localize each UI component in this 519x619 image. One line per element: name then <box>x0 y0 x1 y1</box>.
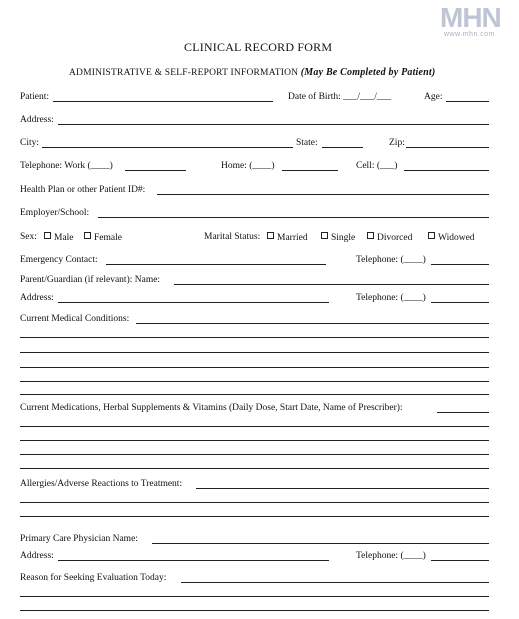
reason-line[interactable] <box>20 610 489 611</box>
logo-wordmark: MHN <box>440 2 501 33</box>
medications-line[interactable] <box>20 440 489 441</box>
pcp-address-label: Address: <box>20 551 54 561</box>
parent-guardian-label: Parent/Guardian (if relevant): Name: <box>20 275 161 285</box>
pcp-telephone-field[interactable] <box>431 560 489 561</box>
logo-url: www.mhn.com <box>444 31 496 38</box>
cell-phone-field[interactable] <box>404 170 489 171</box>
medical-conditions-label: Current Medical Conditions: <box>20 314 130 324</box>
patient-label: Patient: <box>20 92 50 102</box>
pcp-address-field[interactable] <box>58 560 329 561</box>
pcp-telephone-label: Telephone: (____) <box>356 551 426 561</box>
single-label: Single <box>331 233 356 243</box>
state-label: State: <box>296 138 318 148</box>
cell-phone-label: Cell: (___) <box>356 161 398 171</box>
age-field[interactable] <box>446 101 489 102</box>
sex-female-option[interactable] <box>84 232 122 243</box>
emergency-telephone-label: Telephone: (____) <box>356 255 426 265</box>
allergies-label: Allergies/Adverse Reactions to Treatment: <box>20 479 183 489</box>
guardian-address-label: Address: <box>20 293 54 303</box>
checkbox-icon[interactable] <box>267 232 274 239</box>
reason-line[interactable] <box>20 596 489 597</box>
home-phone-field[interactable] <box>282 170 338 171</box>
medications-line[interactable] <box>20 454 489 455</box>
sex-male-option[interactable] <box>44 232 74 243</box>
telephone-work-field[interactable] <box>125 170 186 171</box>
checkbox-icon[interactable] <box>367 232 374 239</box>
guardian-address-field[interactable] <box>58 302 329 303</box>
zip-field[interactable] <box>406 147 489 148</box>
emergency-contact-label: Emergency Contact: <box>20 255 98 265</box>
marital-divorced-option[interactable] <box>367 232 412 243</box>
city-field[interactable] <box>42 147 293 148</box>
health-plan-label: Health Plan or other Patient ID#: <box>20 185 146 195</box>
pcp-name-field[interactable] <box>152 543 489 544</box>
reason-label: Reason for Seeking Evaluation Today: <box>20 573 167 583</box>
medical-conditions-line[interactable] <box>20 394 489 395</box>
checkbox-icon[interactable] <box>44 232 51 239</box>
address-field[interactable] <box>58 124 489 125</box>
telephone-work-label: Telephone: Work (____) <box>20 161 113 171</box>
state-field[interactable] <box>322 147 363 148</box>
city-label: City: <box>20 138 40 148</box>
medications-label: Current Medications, Herbal Supplements & Vitamins (Daily Dose, Start Date, Name of Prescriber): <box>20 403 403 413</box>
parent-guardian-field[interactable] <box>174 284 489 285</box>
emergency-telephone-field[interactable] <box>431 264 489 265</box>
subtitle-text: ADMINISTRATIVE & SELF-REPORT INFORMATION <box>69 68 299 78</box>
allergies-line[interactable] <box>20 502 489 503</box>
age-label: Age: <box>424 92 443 102</box>
mhn-logo <box>440 2 512 38</box>
male-label: Male <box>54 233 74 243</box>
medications-line[interactable] <box>20 468 489 469</box>
form-title: CLINICAL RECORD FORM <box>184 40 333 54</box>
subtitle-note: (May Be Completed by Patient) <box>300 67 436 78</box>
reason-line[interactable] <box>181 582 489 583</box>
allergies-line[interactable] <box>20 516 489 517</box>
checkbox-icon[interactable] <box>84 232 91 239</box>
employer-label: Employer/School: <box>20 208 90 218</box>
sex-label: Sex: <box>20 232 37 242</box>
home-phone-label: Home: (____) <box>221 161 275 171</box>
widowed-label: Widowed <box>438 233 475 243</box>
medical-conditions-line[interactable] <box>20 367 489 368</box>
marital-widowed-option[interactable] <box>428 232 475 243</box>
employer-field[interactable] <box>98 217 489 218</box>
allergies-line[interactable] <box>196 488 489 489</box>
married-label: Married <box>277 233 308 243</box>
guardian-telephone-field[interactable] <box>431 302 489 303</box>
medical-conditions-line[interactable] <box>20 352 489 353</box>
female-label: Female <box>94 233 122 243</box>
guardian-telephone-label: Telephone: (____) <box>356 293 426 303</box>
divorced-label: Divorced <box>377 233 413 243</box>
medical-conditions-line[interactable] <box>20 381 489 382</box>
health-plan-field[interactable] <box>157 194 489 195</box>
address-label: Address: <box>20 115 54 125</box>
emergency-contact-field[interactable] <box>106 264 326 265</box>
medical-conditions-line[interactable] <box>20 337 489 338</box>
marital-status-label: Marital Status: <box>204 232 261 242</box>
checkbox-icon[interactable] <box>428 232 435 239</box>
form-subtitle <box>69 67 435 78</box>
patient-name-field[interactable] <box>53 101 273 102</box>
dob-field[interactable]: Date of Birth: ___/___/___ <box>288 92 392 102</box>
pcp-name-label: Primary Care Physician Name: <box>20 534 138 544</box>
medications-line[interactable] <box>20 426 489 427</box>
marital-married-option[interactable] <box>267 232 308 243</box>
medical-conditions-line[interactable] <box>136 323 489 324</box>
checkbox-icon[interactable] <box>321 232 328 239</box>
marital-single-option[interactable] <box>321 232 355 243</box>
medications-line[interactable] <box>437 412 489 413</box>
zip-label: Zip: <box>389 138 405 148</box>
